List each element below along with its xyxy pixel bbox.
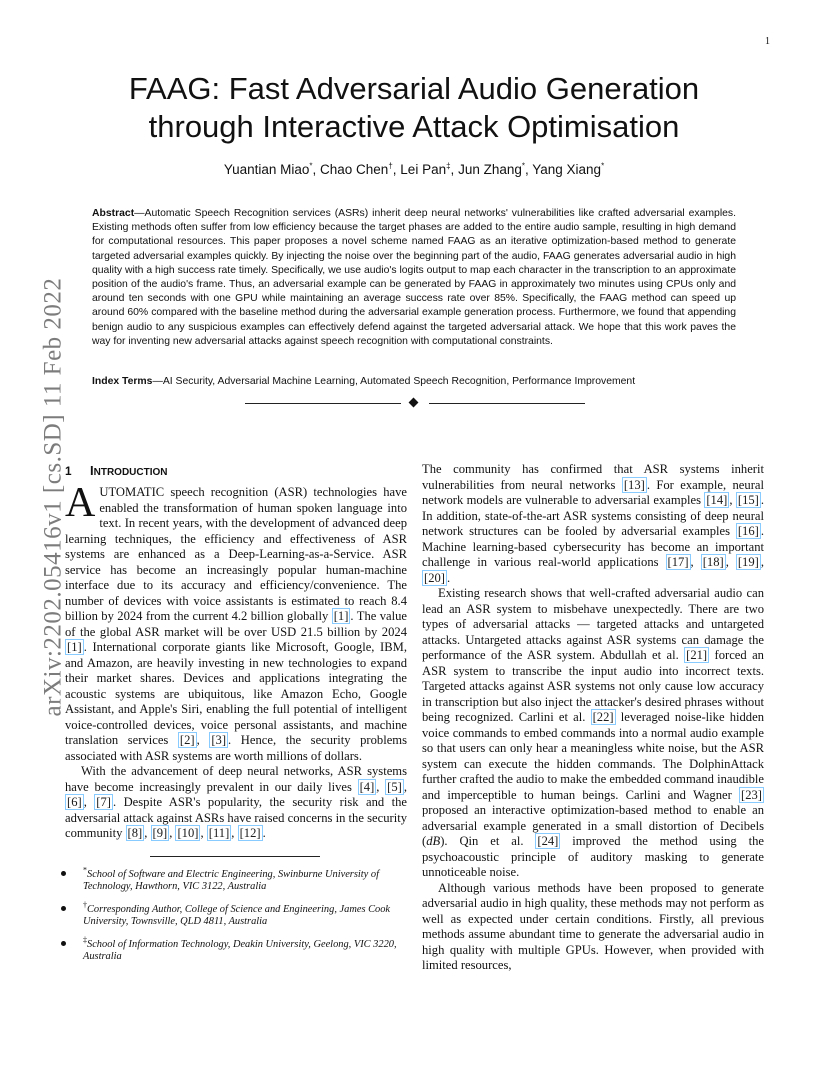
footnote-mark: ‡: [83, 935, 87, 945]
index-terms: [92, 376, 736, 387]
diamond-icon: [409, 398, 419, 408]
citation-link[interactable]: [9]: [152, 826, 168, 840]
right-column: [422, 462, 764, 974]
citation-link[interactable]: [14]: [706, 493, 728, 507]
abstract-label: Abstract: [92, 208, 135, 219]
author-name: Jun Zhang: [458, 162, 522, 177]
citation-link[interactable]: [10]: [177, 826, 199, 840]
citation-link[interactable]: [21]: [686, 648, 708, 662]
citation-link[interactable]: [16]: [737, 524, 759, 538]
footnote: [65, 900, 407, 929]
text-run: speech recognition (ASR) technologies have enabled the transformation of human spoken language into text. In recent years, with the development of advanced deep learning techniques, the efficiency and effectiveness of ASR systems are enhanced as a Deep-Learning-as-a-Service. ASR service has become an increasingly popular human-machine interface due to its accuracy and efficiency/convenience. The number of devices with voice assistants is estimated to reach 8.4 billion by 2024 from the current 4.2 billion globally: [65, 485, 407, 623]
footnote-mark: *: [83, 865, 87, 875]
citation-link[interactable]: [23]: [741, 787, 762, 802]
paragraph: Although various methods have been proposed to generate adversarial audio in high quality, these methods may not perform as well as expected under certain conditions. Firstly, all previous methods assume abundant time to generate the adversarial audio in high quality with multiple GPUs. However, when provided with limited resources,: [422, 880, 764, 972]
text-run: . In addition, state-of-the-art ASR systems consisting of deep neural network structures can be fooled by adversarial examples: [422, 493, 765, 538]
footnote: [65, 935, 407, 964]
author-name: Yuantian Miao: [223, 162, 310, 177]
citation-link[interactable]: [4]: [359, 779, 375, 794]
text-run: ). Qin et al.: [440, 834, 536, 848]
author-name: Yang Xiang: [532, 162, 602, 177]
left-column: [65, 462, 407, 974]
index-terms-label: Index Terms: [92, 376, 153, 387]
citation-link[interactable]: [6]: [67, 795, 82, 809]
citation-link[interactable]: [12]: [239, 826, 261, 840]
separator-line-right: [429, 403, 585, 404]
author-name: Chao Chen: [320, 162, 389, 177]
author-list: Yuantian Miao*, Chao Chen†, Lei Pan‡, Jun Zhang*, Yang Xiang*: [223, 161, 605, 177]
author-mark: †: [388, 161, 393, 171]
drop-cap: A: [65, 480, 96, 526]
bullet-icon: [61, 941, 66, 946]
citation-link[interactable]: [19]: [737, 555, 759, 569]
citation-link[interactable]: [3]: [211, 733, 227, 747]
footnote: [65, 865, 407, 894]
citation-link[interactable]: [2]: [179, 733, 195, 747]
text-run: The community has confirmed that ASR systems inherit vulnerabilities from neural networks: [422, 462, 764, 492]
title-line-1: FAAG: Fast Adversarial Audio Generation: [128, 71, 700, 106]
section-number: 1: [65, 464, 72, 478]
math-variable: dB: [426, 834, 441, 848]
text-run: proposed an interactive optimization-based method to enable an adversarial example generated in a small distortion of Decibels (: [422, 803, 764, 848]
author-name: Lei Pan: [400, 162, 447, 177]
paper-title: [90, 70, 738, 146]
author-mark: ‡: [446, 161, 451, 171]
bullet-icon: [61, 906, 66, 911]
text-run: . Hence, the security problems associated with ASR systems are worth millions of dollars.: [65, 733, 407, 763]
text-run: With the advancement of deep neural networks, ASR systems have become increasingly prevalent in our daily lives: [65, 764, 407, 794]
section-title-initial: I: [90, 463, 94, 478]
text-run: . International corporate giants like Microsoft, Google, IBM, and Amazon, are heavily investing in new technologies to expand their market shares. Devices and applications integrating the acoustic systems are ubiquitous, like Amazon Echo, Google Assistant, and Apple's Siri, enabling the full potential of intelligent voice-controlled devices, voice personal assistants, and machine translation services: [65, 640, 407, 747]
index-terms-text: —AI Security, Adversarial Machine Learning, Automated Speech Recognition, Performance Improvement: [152, 376, 636, 387]
text-run: improved the method using the psychoacoustic principle of auditory masking to generate unnoticeable noise.: [422, 834, 764, 879]
text-run: . Despite ASR's popularity, the security risk and the adversarial attack against ASRs have raised concerns in the security community: [65, 795, 408, 840]
title-line-2: through Interactive Attack Optimisation: [148, 109, 680, 144]
author-mark: *: [309, 161, 313, 171]
citation-link[interactable]: [20]: [424, 570, 445, 585]
text-run: . Machine learning-based cybersecurity has become an important challenge in various real-world applications: [422, 524, 764, 569]
paragraph: The community has confirmed that ASR systems inherit vulnerabilities from neural networks [13] . For example, neural network models are vulnerable to adversarial examples [14] , [15] . In addition, state-of-the-art ASR systems consisting of deep neural network structures can be fooled by adversarial examples [16] . Machine learning-based cybersecurity has become an important challenge in various real-world applications [17] , [18] , [19] , [20] .: [422, 462, 765, 585]
bullet-icon: [61, 871, 66, 876]
arxiv-identifier: arXiv:2202.05416v1 [cs.SD] 11 Feb 2022: [39, 277, 66, 717]
citation-link[interactable]: [8]: [127, 826, 143, 840]
page-number: 1: [765, 36, 770, 47]
citation-link[interactable]: [11]: [208, 826, 230, 840]
citation-link[interactable]: [13]: [623, 477, 645, 492]
text-run: Existing research shows that well-crafted adversarial audio can lead an ASR system to misbehave unexpectedly. There are two types of adversarial attacks — targeted attacks and untargeted attacks. Untargeted attacks against ASR systems can damage the performance of the ASR system. Abdullah et al.: [422, 586, 764, 662]
section-separator: [245, 396, 585, 410]
citation-link[interactable]: [1]: [333, 609, 349, 623]
abstract-text: —Automatic Speech Recognition services (ASRs) inherit deep neural networks' vulnerabilities like crafted adversarial examples. Existing methods often suffer from low efficiency because the target phases are added to the entire audio sample, resulting in high demand for computational resources. This paper proposes a novel scheme named FAAG as an iterative optimization-based method to generate targeted adversarial examples quickly. By injecting the noise over the beginning part of the audio, FAAG generates adversarial audio in high quality with a high success rate timely. Specifically, we use audio's logits output to map each character in the transcription to an approximate position of the audio's frame. Thus, an adversarial example can be generated by FAAG in approximately two minutes using CPUs only and around ten seconds with one GPU while maintaining an average success rate over 85%. Specifically, the FAAG method can speed up around 60% compared with the baseline method during the adversarial example generation process. Furthermore, we found that appending benign audio to any suspicious examples can effectively defend against the targeted adversarial attack. We hope that this work paves the way for inventing new adversarial attacks against speech recognition with computational constraints.: [92, 208, 736, 347]
citation-link[interactable]: [17]: [667, 555, 689, 569]
citation-link[interactable]: [22]: [592, 710, 614, 724]
section-title-rest: NTRODUCTION: [93, 467, 168, 478]
arxiv-side-stamp: [38, 277, 68, 717]
abstract: [92, 207, 736, 349]
footnote-rule: [150, 856, 320, 857]
footnote-mark: †: [83, 900, 87, 910]
author-mark: *: [521, 161, 525, 171]
author-mark: *: [601, 161, 605, 171]
footnote-text: School of Information Technology, Deakin University, Geelong, VIC 3220, Australia: [83, 938, 397, 963]
separator-line-left: [245, 403, 401, 404]
paragraph: With the advancement of deep neural networks, ASR systems have become increasingly prevalent in our daily lives [4] , [5] , [6] , [7] . Despite ASR's popularity, the security risk and the adversarial attack against ASRs have raised concerns in the security community [8] , [9] , [10] , [11] , [12] .: [65, 764, 408, 840]
citation-link[interactable]: [24]: [537, 834, 559, 848]
citation-link[interactable]: [15]: [737, 493, 759, 507]
paragraph: [422, 586, 764, 881]
footnote-text: Corresponding Author, College of Science and Engineering, James Cook University, Townsville, QLD 4811, Australia: [83, 903, 391, 928]
section-heading: [65, 462, 407, 479]
footnote-text: School of Software and Electric Engineering, Swinburne University of Technology, Hawthorn, VIC 3122, Australia: [83, 868, 379, 893]
text-run: forced an ASR system to transcribe the input audio into incorrect texts. Targeted attacks against ASR systems not only cause low accuracy in transcription but also inject the attacker's desired phrases without being recognized. Carlini et al.: [422, 648, 764, 724]
text-run: .: [446, 570, 451, 585]
citation-link[interactable]: [5]: [387, 779, 402, 794]
paragraph: AUTOMATIC speech recognition (ASR) technologies have enabled the transformation of human spoken language into text. In recent years, with the development of advanced deep learning techniques, the efficiency and effectiveness of ASR systems are enhanced as a Deep-Learning-as-a-Service. ASR service has become an increasingly popular human-machine interface due to its accuracy and efficiency/convenience. The number of devices with voice assistants is estimated to reach 8.4 billion by 2024 from the current 4.2 billion globally [1] . The value of the global ASR market will be over USD 21.5 billion by 2024 [1] . International corporate giants like Microsoft, Google, IBM, and Amazon, are heavily investing in new technologies to expand their market shares. Devices and applications integrating the acoustic systems are ubiquitous, like Amazon Echo, Google Assistant, and Apple's Siri, enabling the full potential of intelligent voice-controlled devices, voice personal assistants, and machine translation services [2] , [3] . Hence, the security problems associated with ASR systems are worth millions of dollars.: [65, 480, 407, 763]
text-run: leveraged noise-like hidden voice commands to embed commands into a normal audio example so that users can only hear a meaningless white noise, but the ASR system can execute the hidden commands. The DolphinAttack further crafted the audio to make the embedded command inaudible and imperceptible to human beings. Carlini and Wagner: [422, 710, 764, 802]
lead-word: UTOMATIC: [99, 485, 165, 499]
text-run: . The value of the global ASR market will be over USD 21.5 billion by 2024: [65, 609, 407, 639]
text-run: .: [262, 826, 266, 840]
citation-link[interactable]: [7]: [96, 795, 111, 809]
text-run: . For example, neural network models are vulnerable to adversarial examples: [422, 477, 764, 507]
citation-link[interactable]: [1]: [67, 640, 82, 654]
citation-link[interactable]: [18]: [702, 555, 724, 569]
